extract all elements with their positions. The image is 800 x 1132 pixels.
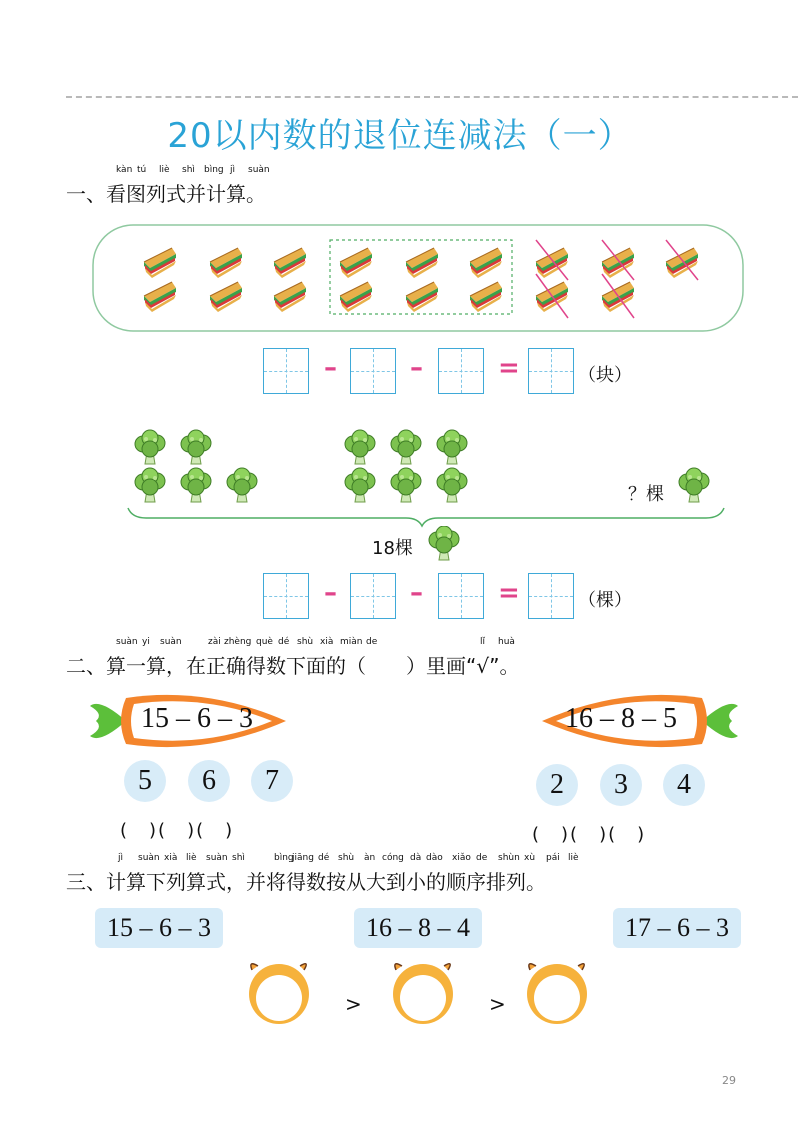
unit-label: （块）: [578, 365, 632, 386]
pinyin: jiāng: [292, 853, 314, 863]
answer-box[interactable]: [263, 573, 309, 619]
pinyin: huà: [498, 637, 515, 647]
choice-circle[interactable]: 5: [124, 760, 166, 802]
equals-sign: =: [498, 353, 520, 383]
pinyin: què: [256, 637, 273, 647]
pinyin: pái: [546, 853, 560, 863]
broccoli-icon: [426, 526, 462, 562]
expression-card: 16 – 8 – 4: [354, 908, 482, 948]
pinyin: xiǎo: [452, 853, 471, 863]
answer-box[interactable]: [528, 573, 574, 619]
minus-sign: –: [324, 578, 337, 608]
pinyin: suàn: [116, 637, 138, 647]
section3-heading: 三、计算下列算式，并将得数按从大到小的顺序排列。: [66, 870, 546, 894]
pinyin: xià: [320, 637, 334, 647]
minus-sign: –: [410, 578, 423, 608]
pinyin: shù: [297, 637, 314, 647]
pinyin: xù: [524, 853, 536, 863]
pinyin: suàn: [138, 853, 160, 863]
greater-than-sign: >: [489, 992, 506, 1016]
equals-sign: =: [498, 578, 520, 608]
sandwich-panel: [92, 224, 744, 332]
choice-circle[interactable]: 3: [600, 764, 642, 806]
header-dashed-divider: [66, 96, 798, 98]
page-title: 20以内数的退位连减法（一）: [167, 116, 633, 156]
pinyin: dé: [278, 637, 290, 647]
choice-circle[interactable]: 6: [188, 760, 230, 802]
expression-card: 15 – 6 – 3: [95, 908, 223, 948]
answer-box[interactable]: [263, 348, 309, 394]
pinyin: zhèng: [224, 637, 252, 647]
answer-box[interactable]: [438, 348, 484, 394]
pinyin: xià: [164, 853, 178, 863]
pinyin: dé: [318, 853, 330, 863]
answer-box[interactable]: [350, 348, 396, 394]
answer-parens[interactable]: ( )( )( ): [120, 820, 235, 841]
answer-parens[interactable]: ( )( )( ): [532, 824, 647, 845]
unknown-count-label: ？棵: [628, 484, 664, 505]
pinyin: suàn: [206, 853, 228, 863]
pinyin: suàn: [160, 637, 182, 647]
monkey-answer-slot[interactable]: [388, 960, 458, 1028]
choice-circle[interactable]: 7: [251, 760, 293, 802]
pinyin: yi: [142, 637, 150, 647]
monkey-answer-slot[interactable]: [244, 960, 314, 1028]
pinyin: de: [476, 853, 488, 863]
pinyin: shì: [182, 165, 195, 175]
minus-sign: –: [410, 353, 423, 383]
pinyin: de: [366, 637, 378, 647]
pinyin: shì: [232, 853, 245, 863]
pinyin: miàn: [340, 637, 363, 647]
pinyin: liè: [186, 853, 197, 863]
answer-box[interactable]: [528, 348, 574, 394]
pinyin: liè: [159, 165, 170, 175]
minus-sign: –: [324, 353, 337, 383]
pinyin: bìng: [204, 165, 224, 175]
section2-heading: 二、算一算，在正确得数下面的（ ）里画“√”。: [66, 654, 520, 678]
answer-box[interactable]: [438, 573, 484, 619]
pinyin: dào: [426, 853, 443, 863]
pinyin: àn: [364, 853, 376, 863]
pinyin: shù: [338, 853, 355, 863]
pinyin: suàn: [248, 165, 270, 175]
broccoli-illustration: [126, 428, 726, 528]
left-expression: 15 – 6 – 3: [141, 703, 253, 734]
expression-card: 17 – 6 – 3: [613, 908, 741, 948]
pinyin: lǐ: [480, 637, 486, 647]
pinyin: dà: [410, 853, 422, 863]
pinyin: kàn: [116, 165, 133, 175]
pinyin: tú: [137, 165, 147, 175]
right-expression: 16 – 8 – 5: [565, 703, 677, 734]
pinyin: jì: [230, 165, 236, 175]
pinyin: liè: [568, 853, 579, 863]
pinyin: zài: [208, 637, 221, 647]
pinyin: jì: [118, 853, 124, 863]
choice-circle[interactable]: 4: [663, 764, 705, 806]
section1-heading: 一、看图列式并计算。: [66, 182, 266, 206]
pinyin: bìng: [274, 853, 294, 863]
page-number: 29: [722, 1074, 736, 1087]
unit-label: （棵）: [578, 590, 632, 611]
pinyin: shùn: [498, 853, 520, 863]
pinyin: cóng: [382, 853, 404, 863]
monkey-answer-slot[interactable]: [522, 960, 592, 1028]
total-label: 18棵: [372, 538, 413, 559]
answer-box[interactable]: [350, 573, 396, 619]
choice-circle[interactable]: 2: [536, 764, 578, 806]
greater-than-sign: >: [345, 992, 362, 1016]
